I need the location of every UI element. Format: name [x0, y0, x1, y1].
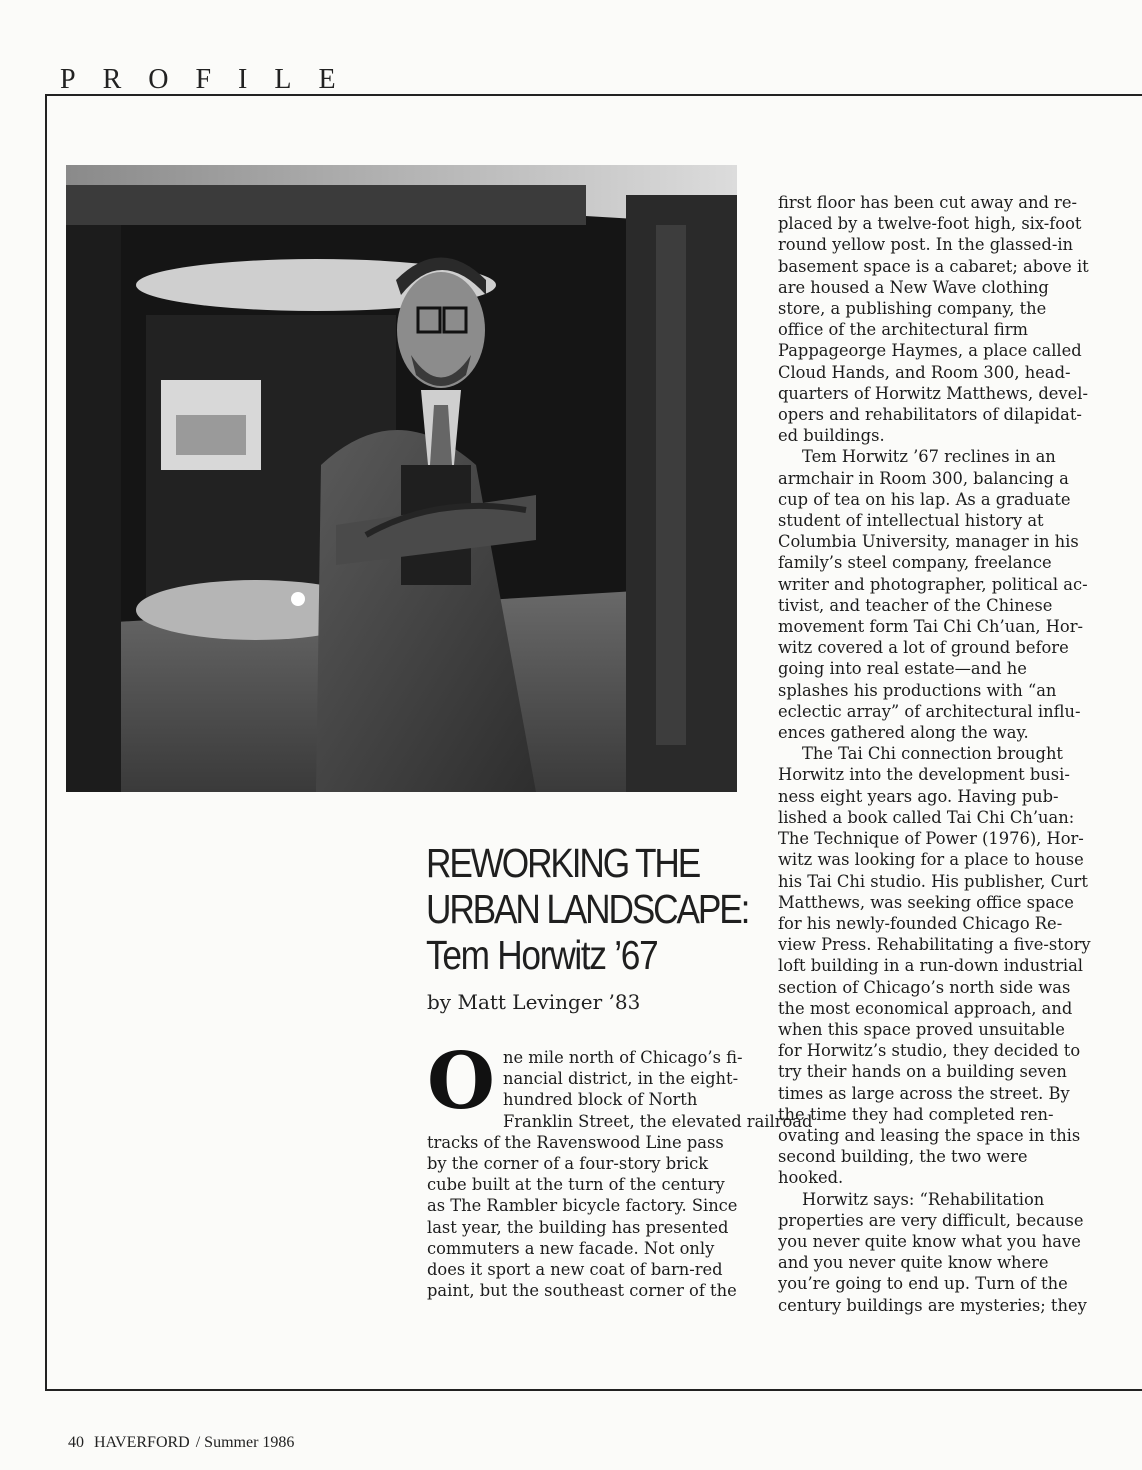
text-line: by the corner of a four-story brick: [427, 1154, 709, 1174]
text-line: opers and rehabilitators of dilapidat-: [778, 405, 1082, 425]
text-line: eclectic array” of architectural influ-: [778, 701, 1081, 721]
text-line: Franklin Street, the elevated railroad: [502, 1111, 813, 1131]
headline-line-2: URBAN LANDSCAPE:: [426, 886, 749, 932]
text-line: does it sport a new coat of barn-red: [427, 1260, 723, 1280]
text-line: hundred block of North: [502, 1090, 698, 1110]
text-line: witz was looking for a place to house: [778, 850, 1084, 870]
text-line: armchair in Room 300, balancing a: [778, 468, 1069, 488]
text-line: ness eight years ago. Having pub-: [778, 786, 1059, 806]
paragraph-start-line: The Tai Chi connection brought: [802, 744, 1063, 764]
drop-cap: O: [427, 1036, 495, 1127]
text-line: Cloud Hands, and Room 300, head-: [778, 362, 1071, 382]
byline: by Matt Levinger ’83: [427, 990, 641, 1014]
text-line: section of Chicago’s north side was: [778, 977, 1071, 997]
text-line: ovating and leasing the space in this: [778, 1125, 1081, 1145]
text-line: are housed a New Wave clothing: [778, 277, 1049, 297]
text-line: Matthews, was seeking office space: [778, 892, 1074, 912]
text-line: Horwitz into the development busi-: [778, 765, 1070, 785]
text-line: you’re going to end up. Turn of the: [778, 1274, 1068, 1294]
text-line: century buildings are mysteries; they: [778, 1295, 1087, 1315]
text-line: when this space proved unsuitable: [778, 1019, 1065, 1039]
text-line: first floor has been cut away and re-: [778, 193, 1077, 212]
text-line: student of intellectual history at: [778, 511, 1044, 531]
text-line: cup of tea on his lap. As a graduate: [778, 489, 1071, 509]
text-line: last year, the building has presented: [427, 1217, 729, 1237]
text-line: paint, but the southeast corner of the: [427, 1281, 737, 1301]
text-line: tracks of the Ravenswood Line pass: [427, 1132, 724, 1152]
text-line: round yellow post. In the glassed-in: [778, 235, 1074, 255]
text-line: Columbia University, manager in his: [778, 532, 1079, 552]
text-line: and you never quite know where: [778, 1253, 1049, 1273]
headline-line-1: REWORKING THE: [426, 840, 700, 886]
portrait-photo: [66, 165, 737, 792]
text-line: the most economical approach, and: [778, 998, 1073, 1018]
text-line: splashes his productions with “an: [778, 680, 1057, 700]
text-line: office of the architectural firm: [778, 320, 1028, 340]
text-line: Pappageorge Haymes, a place called: [778, 341, 1082, 361]
text-line: store, a publishing company, the: [778, 299, 1047, 319]
text-line: lished a book called Tai Chi Ch’uan:: [778, 807, 1075, 827]
paragraph-start-line: Horwitz says: “Rehabilitation: [802, 1189, 1045, 1209]
text-line: the time they had completed ren-: [778, 1104, 1054, 1124]
issue-date: / Summer 1986: [195, 1434, 295, 1451]
text-line: nancial district, in the eight-: [502, 1069, 739, 1089]
text-line: properties are very difficult, because: [778, 1210, 1084, 1230]
text-line: basement space is a cabaret; above it: [778, 256, 1089, 276]
text-line: going into real estate—and he: [778, 659, 1027, 679]
text-line: hooked.: [778, 1168, 844, 1188]
text-line: as The Rambler bicycle factory. Since: [427, 1196, 738, 1216]
text-line: writer and photographer, political ac-: [778, 574, 1088, 594]
publication-name: HAVERFORD: [94, 1434, 190, 1451]
text-line: quarters of Horwitz Matthews, devel-: [778, 383, 1088, 403]
page-number: 40: [68, 1434, 84, 1451]
section-label: PROFILE: [60, 64, 363, 95]
headline: [426, 840, 749, 978]
text-line: for his newly-founded Chicago Re-: [778, 913, 1063, 933]
text-line: loft building in a run-down industrial: [778, 956, 1084, 976]
text-line: you never quite know what you have: [778, 1231, 1081, 1251]
text-line: The Technique of Power (1976), Hor-: [778, 829, 1084, 849]
text-line: try their hands on a building seven: [778, 1062, 1067, 1082]
article-column-right: [778, 192, 1118, 1316]
text-line: commuters a new facade. Not only: [427, 1238, 715, 1258]
headline-line-3: Tem Horwitz ’67: [426, 932, 658, 978]
text-line: witz covered a lot of ground before: [778, 638, 1069, 658]
text-line: placed by a twelve-foot high, six-foot: [778, 214, 1082, 234]
text-line: tivist, and teacher of the Chinese: [778, 595, 1053, 615]
text-line: ne mile north of Chicago’s fi-: [502, 1048, 743, 1067]
text-line: ences gathered along the way.: [778, 723, 1029, 743]
text-line: his Tai Chi studio. His publisher, Curt: [778, 871, 1088, 891]
text-line: family’s steel company, freelance: [778, 553, 1052, 573]
text-line: view Press. Rehabilitating a five-story: [778, 935, 1091, 955]
text-line: for Horwitz’s studio, they decided to: [778, 1041, 1081, 1061]
page-footer: [68, 1434, 294, 1452]
text-line: times as large across the street. By: [778, 1083, 1070, 1103]
text-line: cube built at the turn of the century: [427, 1175, 725, 1195]
paragraph-start-line: Tem Horwitz ’67 reclines in an: [802, 447, 1056, 467]
text-line: ed buildings.: [778, 426, 885, 446]
text-line: movement form Tai Chi Ch’uan, Hor-: [778, 617, 1084, 637]
text-line: second building, the two were: [778, 1147, 1028, 1167]
